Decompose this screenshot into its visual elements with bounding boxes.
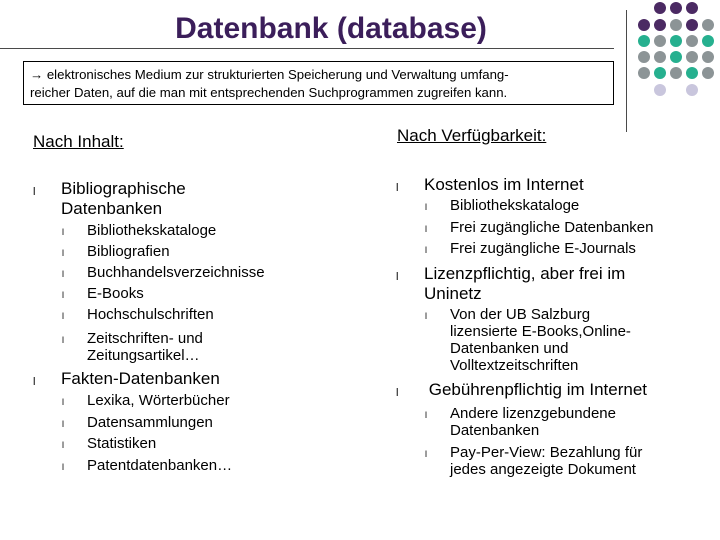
bullet-icon: l [62, 440, 64, 450]
list-item: l Bibliothekskataloge [62, 222, 217, 239]
list-item: l Frei zugängliche Datenbanken [425, 219, 654, 236]
definition-box [23, 61, 614, 105]
right-group-3: l Gebührenpflichtig im Internet [424, 380, 647, 400]
list-item: l Buchhandelsverzeichnisse [62, 264, 265, 281]
bullet-icon: l [425, 449, 427, 459]
decorative-dot [654, 51, 666, 63]
bullet-icon: l [425, 224, 427, 234]
bullet-icon: l [62, 290, 64, 300]
decorative-dot [670, 51, 682, 63]
list-item: l Bibliothekskataloge [425, 197, 580, 214]
title-underline [0, 48, 614, 49]
definition-line-2: reicher Daten, auf die man mit entsprechenden Suchprogrammen zugreifen kann. [30, 85, 508, 100]
decorative-dot [654, 19, 666, 31]
bullet-icon: l [33, 186, 36, 198]
list-item: l Hochschulschriften [62, 306, 214, 323]
decorative-dot [702, 67, 714, 79]
list-item: l Von der UB Salzburg lizensierte E-Books,Online- Datenbanken und Volltextzeitschriften [425, 306, 631, 374]
definition-line-1: → elektronisches Medium zur strukturierten Speicherung und Verwaltung umfang- [30, 67, 509, 82]
decorative-dot [654, 67, 666, 79]
bullet-icon: l [62, 419, 64, 429]
bullet-icon: l [62, 462, 64, 472]
arrow-icon: → [30, 67, 44, 82]
bullet-icon: l [62, 335, 64, 345]
right-group-2: l Lizenzpflichtig, aber frei im Uninetz [396, 264, 626, 303]
list-item: l Andere lizenzgebundene Datenbanken [425, 405, 616, 439]
list-item: l Statistiken [62, 435, 157, 452]
decorative-dot [686, 67, 698, 79]
bullet-icon: l [396, 271, 399, 283]
decorative-dot [686, 51, 698, 63]
decorative-dot [702, 19, 714, 31]
vertical-divider [626, 10, 627, 132]
decorative-dot [702, 35, 714, 47]
decorative-dot [654, 84, 666, 96]
list-item: l Frei zugängliche E-Journals [425, 240, 636, 257]
right-group-1: l Kostenlos im Internet [424, 175, 584, 195]
bullet-icon: l [425, 245, 427, 255]
decorative-dot [638, 19, 650, 31]
left-heading: Nach Inhalt: [33, 132, 124, 151]
decorative-dot [654, 2, 666, 14]
decorative-dot [702, 51, 714, 63]
right-heading: Nach Verfügbarkeit: [397, 126, 547, 145]
bullet-icon: l [62, 227, 64, 237]
list-item: l Pay-Per-View: Bezahlung für jedes angezeigte Dokument [425, 444, 643, 478]
left-group-2: l Fakten-Datenbanken [61, 369, 220, 389]
bullet-icon: l [62, 248, 64, 258]
decorative-dot [670, 2, 682, 14]
decorative-dot [638, 67, 650, 79]
bullet-icon: l [33, 376, 36, 388]
list-item: l E-Books [62, 285, 144, 302]
decorative-dot [686, 2, 698, 14]
decorative-dot [638, 51, 650, 63]
bullet-icon: l [62, 311, 64, 321]
bullet-icon: l [396, 182, 399, 194]
list-item: l Patentdatenbanken… [62, 457, 233, 474]
left-group-1: l Bibliographische Datenbanken [33, 179, 186, 218]
page-title: Datenbank (database) [175, 12, 487, 45]
list-item: l Lexika, Wörterbücher [62, 392, 230, 409]
decorative-dot [670, 19, 682, 31]
decorative-dot [686, 35, 698, 47]
decorative-dot [670, 35, 682, 47]
decorative-dot [686, 19, 698, 31]
decorative-dot [654, 35, 666, 47]
bullet-icon: l [396, 387, 399, 399]
decorative-dot [686, 84, 698, 96]
bullet-icon: l [425, 410, 427, 420]
list-item: l Bibliografien [62, 243, 170, 260]
decorative-dot [670, 67, 682, 79]
list-item: l Datensammlungen [62, 414, 213, 431]
decorative-dot [638, 35, 650, 47]
bullet-icon: l [425, 311, 427, 321]
bullet-icon: l [62, 397, 64, 407]
bullet-icon: l [62, 269, 64, 279]
list-item: l Zeitschriften- und Zeitungsartikel… [62, 330, 203, 364]
bullet-icon: l [425, 202, 427, 212]
